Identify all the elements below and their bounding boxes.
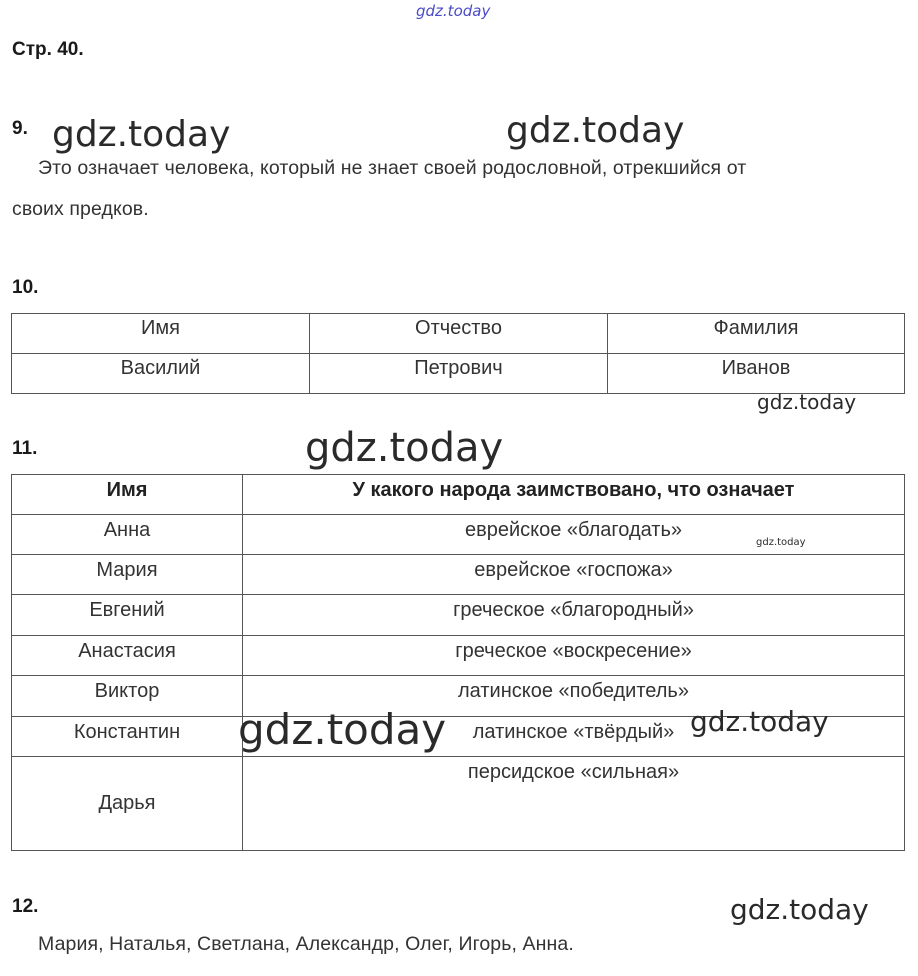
page-title: Стр. 40. [12, 39, 84, 60]
table-cell: латинское «твёрдый» [243, 717, 905, 757]
watermark-logo: gdz.today [52, 114, 231, 155]
task-10-table [11, 313, 905, 394]
task-9-answer-line-1: Это означает человека, который не знает своей родословной, отрекшийся от [38, 157, 747, 179]
table-row [12, 595, 905, 636]
task-10-number: 10. [12, 277, 39, 298]
table-cell: еврейское «госпожа» [243, 555, 905, 595]
table-cell: персидское «сильная» [243, 757, 905, 851]
task-12-number: 12. [12, 896, 39, 917]
table-header-cell: Имя [12, 475, 243, 515]
table-cell: Петрович [310, 354, 608, 394]
table-header-row [12, 314, 905, 354]
watermark-logo: gdz.today [416, 2, 491, 20]
table-row [12, 555, 905, 595]
watermark-logo: gdz.today [756, 537, 806, 548]
table-cell: Василий [12, 354, 310, 394]
table-header-cell: У какого народа заимствовано, что означает [243, 475, 905, 515]
table-cell: Мария [12, 555, 243, 595]
table-cell: еврейское «благодать» [243, 515, 905, 555]
task-11-table [11, 474, 905, 851]
watermark-logo: gdz.today [238, 705, 447, 754]
table-cell: Виктор [12, 676, 243, 717]
watermark-logo: gdz.today [690, 705, 829, 738]
table-header-row [12, 475, 905, 515]
table-cell: Иванов [608, 354, 905, 394]
watermark-logo: gdz.today [730, 893, 869, 926]
task-11-number: 11. [12, 438, 38, 459]
table-row [12, 757, 905, 851]
table-cell: Дарья [12, 757, 243, 851]
table-cell: Имя [12, 314, 310, 354]
table-cell: Анна [12, 515, 243, 555]
table-cell: греческое «воскресение» [243, 636, 905, 676]
table-cell: Константин [12, 717, 243, 757]
task-12-answer: Мария, Наталья, Светлана, Александр, Олег, Игорь, Анна. [38, 933, 574, 955]
table-cell: Отчество [310, 314, 608, 354]
watermark-logo: gdz.today [506, 110, 685, 151]
table-cell: латинское «победитель» [243, 676, 905, 717]
task-9-answer-line-2: своих предков. [12, 198, 149, 220]
table-cell: греческое «благородный» [243, 595, 905, 636]
watermark-logo: gdz.today [305, 425, 504, 471]
table-row [12, 354, 905, 394]
table-row [12, 636, 905, 676]
table-cell: Фамилия [608, 314, 905, 354]
table-row [12, 515, 905, 555]
table-cell: Евгений [12, 595, 243, 636]
task-9-number: 9. [12, 118, 28, 139]
table-cell: Анастасия [12, 636, 243, 676]
watermark-logo: gdz.today [757, 390, 857, 414]
